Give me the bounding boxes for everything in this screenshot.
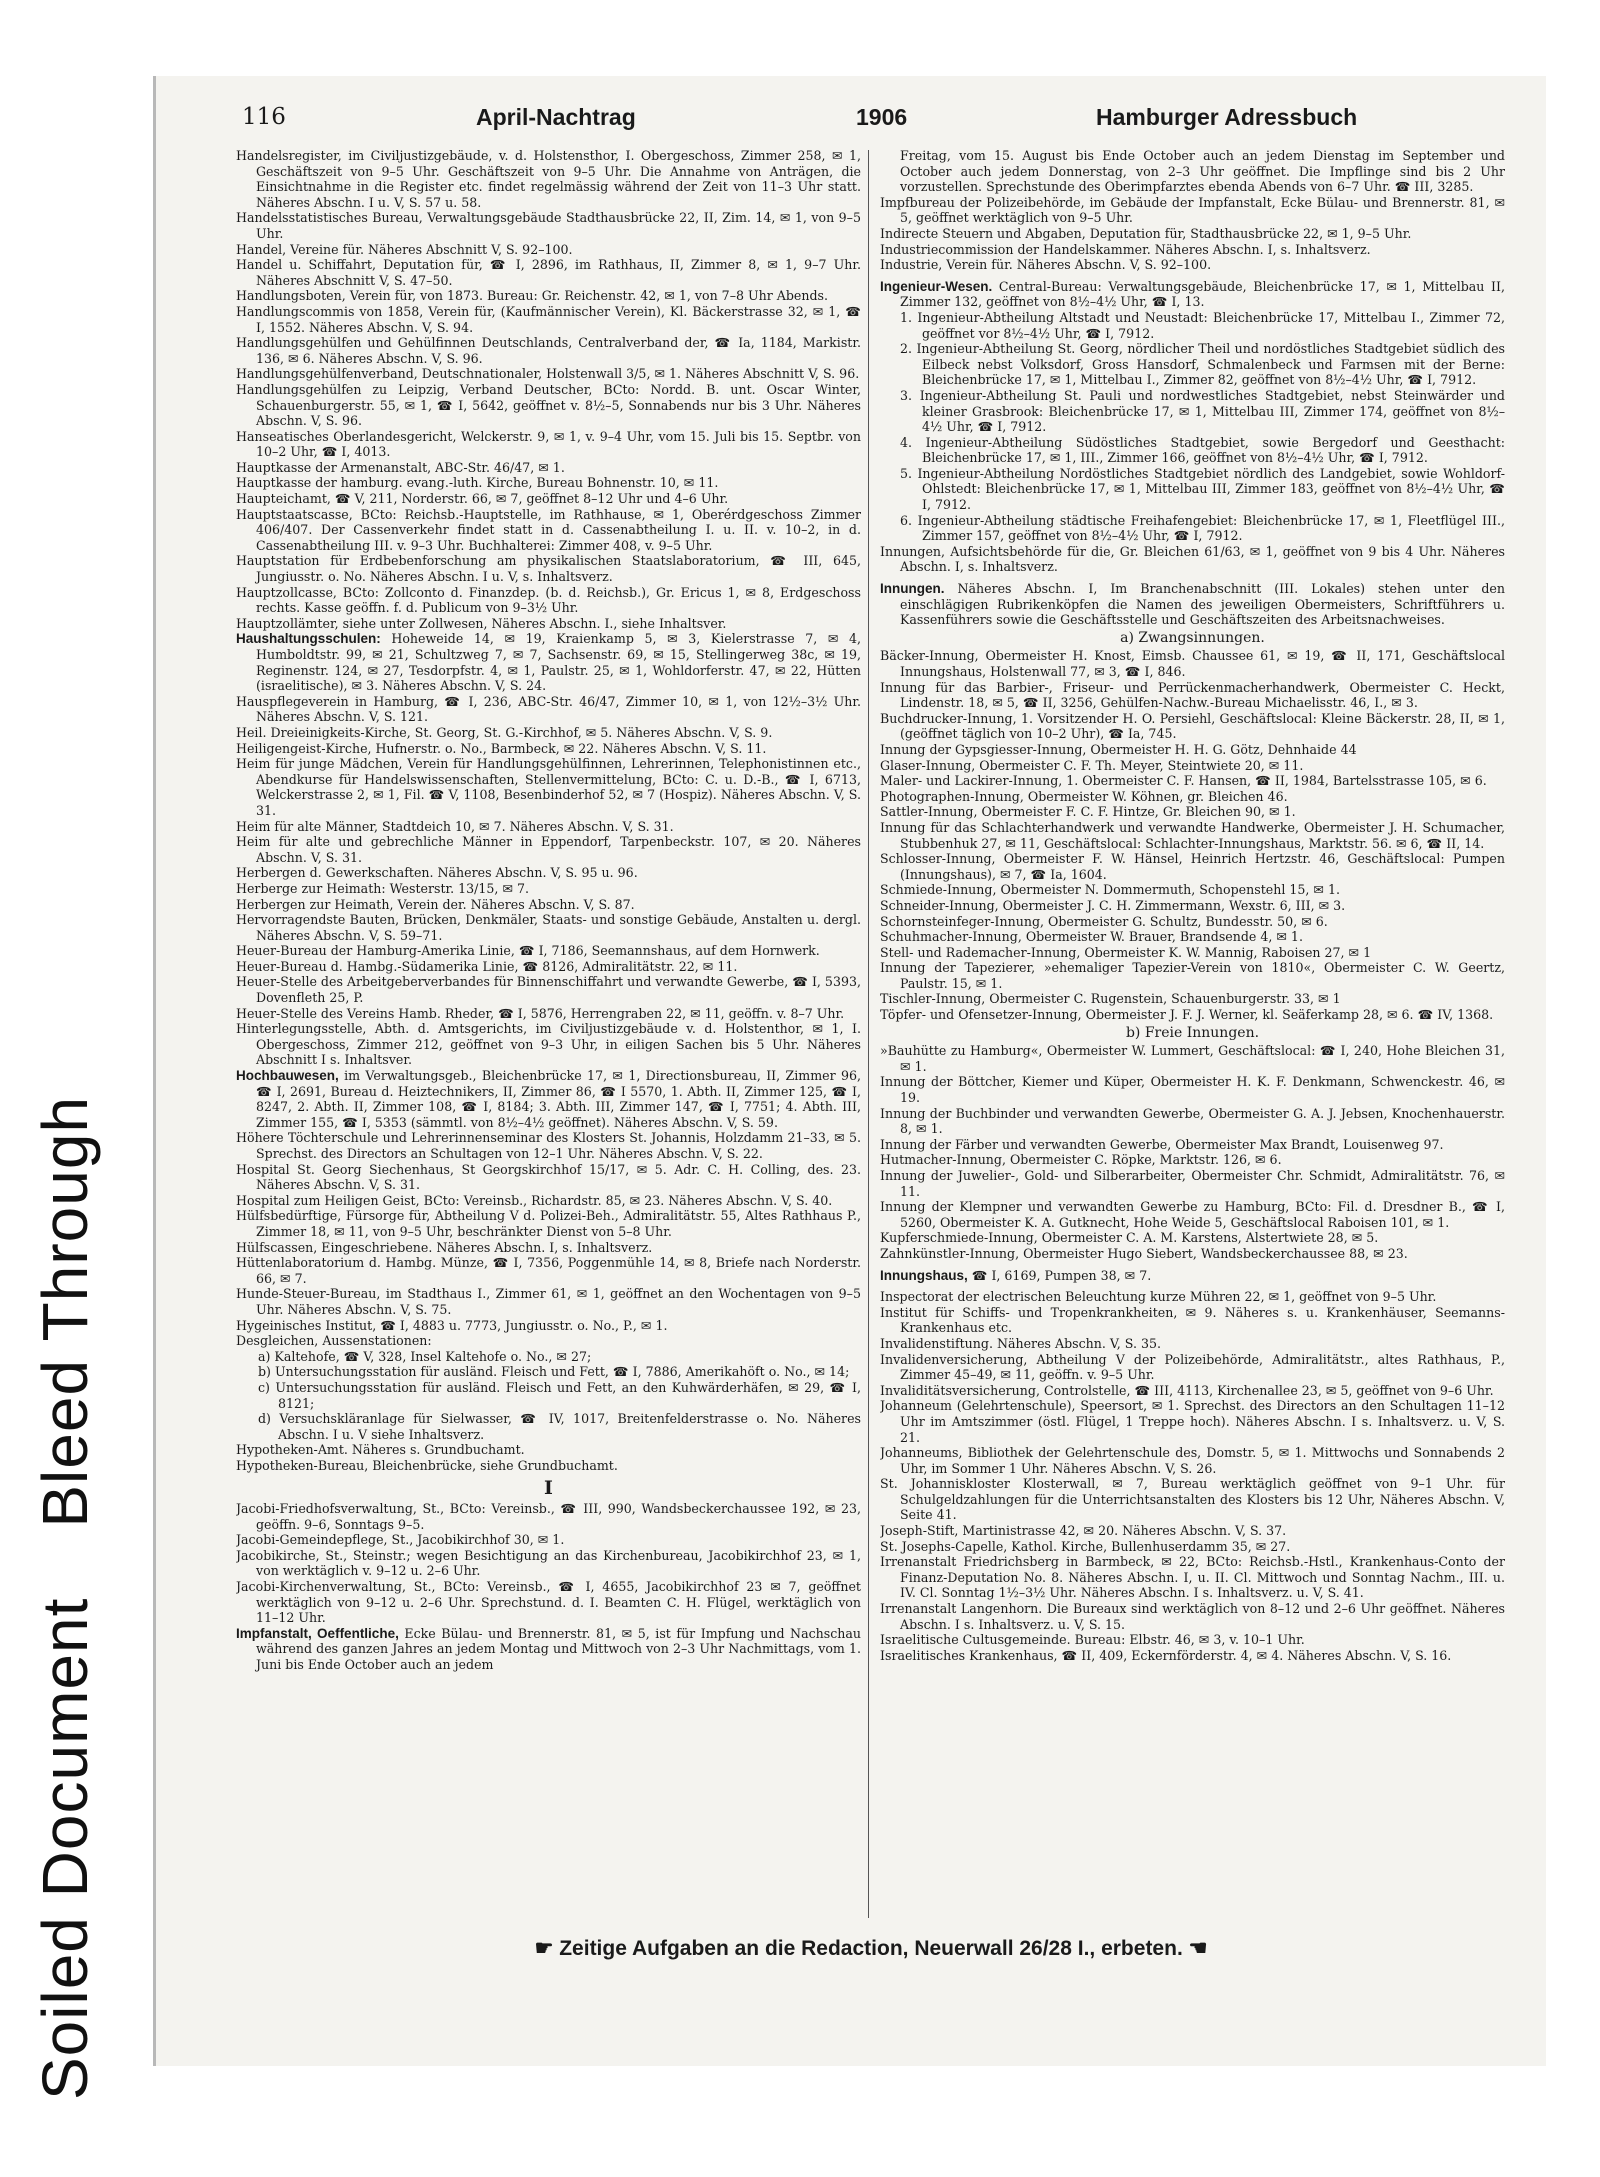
directory-entry [880,711,1505,742]
directory-entry [880,195,1505,226]
entry-text: Innung der Tapezierer, »ehemaliger Tapezier-Verein von 1810«, Obermeister C. W. Geertz, Paulstr. 15, ✉ 1. [880,960,1505,991]
entry-text: Invaliditätsversicherung, Controlstelle, ☎ III, 4113, Kirchenallee 23, ✉ 5, geöffnet von 9–6 Uhr. [880,1382,1494,1398]
directory-entry [236,366,861,382]
directory-entry [236,1318,861,1334]
directory-entry [236,616,861,632]
entry-text: Höhere Töchterschule und Lehrerinnenseminar des Klosters St. Johannis, Holzdamm 21–33, ✉ 5. Sprechst. des Directors an Schultagen von 12–1 Uhr. Näheres Abschn. V, S. 22. [236,1130,861,1161]
entry-text: c) Untersuchungsstation für ausländ. Fleisch und Fett, an den Kuhwärderhäfen, ✉ 29, ☎ I, 8121; [258,1379,861,1411]
directory-entry [880,1601,1505,1632]
directory-entry [236,1458,861,1474]
entry-text: Hypotheken-Bureau, Bleichenbrücke, siehe Grundbuchamt. [236,1457,618,1473]
section-letter: I [544,1477,553,1500]
entry-text: Handlungsboten, Verein für, von 1873. Bureau: Gr. Reichenstr. 42, ✉ 1, von 7–8 Uhr Abends. [236,288,829,304]
directory-entry [880,544,1505,575]
left-column [236,148,861,1918]
entry-text: Herbergen d. Gewerkschaften. Näheres Abschn. V, S. 95 u. 96. [236,865,638,881]
entry-text: Hauptzollämter, siehe unter Zollwesen, Näheres Abschn. I., siehe Inhaltsver. [236,615,727,631]
directory-page [156,76,1546,2066]
entry-text: Hauptkasse der Armenanstalt, ABC-Str. 46/47, ✉ 1. [236,459,565,475]
directory-entry [880,1246,1505,1262]
entry-text: Heuer-Bureau d. Hambg.-Südamerika Linie, ☎ 8126, Admiralitätstr. 22, ✉ 11. [236,958,738,974]
entry-text: Israelitisches Krankenhaus, ☎ II, 409, Eckernförderstr. 4, ✉ 4. Näheres Abschn. V, S. 16. [880,1647,1452,1663]
directory-entry [236,881,861,897]
directory-entry [236,1548,861,1579]
directory-entry [236,819,861,835]
entry-text: Innung der Juwelier-, Gold- und Silberarbeiter, Obermeister Chr. Schmidt, Admiralitätstr. 76, ✉ 11. [880,1168,1505,1199]
directory-entry [236,335,861,366]
entry-text: Innungen, Aufsichtsbehörde für die, Gr. Bleichen 61/63, ✉ 1, geöffnet von 9 bis 4 Uhr. Näheres Abschn. I, s. Inhaltsverz. [880,543,1505,575]
directory-entry [236,304,861,335]
directory-entry [236,974,861,1005]
entry-text: Kupferschmiede-Innung, Obermeister C. A. M. Karstens, Alstertwiete 28, ✉ 5. [880,1230,1379,1246]
entry-text: Hospital St. Georg Siechenhaus, St Georgskirchhof 15/17, ✉ 5. Adr. C. H. Colling, des. 23. Näheres Abschn. V, S. 31. [236,1161,861,1193]
entry-text: Bäcker-Innung, Obermeister H. Knost, Eimsb. Chaussee 61, ✉ 19, ☎ II, 171, Geschäftslocal Innungshaus, Holstenwall 77, ✉ 3, ☎ I, 846. [880,648,1505,679]
entry-text: Handlungsgehülfen und Gehülfinnen Deutschlands, Centralverband der, ☎ Ia, 1184, Markistr. 136, ✉ 6. Näheres Abschn. V, S. 96. [236,335,861,366]
entry-text: Näheres Abschn. I, Im Branchenabschnitt (III. Lokales) stehen unter den einschlägigen Rubrikenköpfen die Namen des jeweiligen Obermeisters, Schriftführers u. Kassenführers sowie die Geschäftsstelle und Geschäftszeiten des Arbeitsnachweises. [900,581,1505,628]
entry-text: Herbergen zur Heimath, Verein der. Näheres Abschn. V, S. 87. [236,896,635,912]
page-number: 116 [242,104,286,130]
entry-text: Tischler-Innung, Obermeister C. Rugenstein, Schauenburgerstr. 33, ✉ 1 [880,991,1341,1007]
directory-entry [880,257,1505,273]
directory-entry [236,756,861,818]
entry-text: Irrenanstalt Friedrichsberg in Barmbeck, ✉ 22, BCto: Reichsb.-Hstl., Krankenhaus-Conto der Finanz-Deputation No. 8. Näheres Abschn. I, u. II. Cl. Mittwoch und Sonntag Nachm., III. u. IV. Cl. Sonntag 1½–3½ Uhr. Näheres Abschn. I s. Inhaltsverz. u. V, S. 41. [880,1554,1505,1601]
directory-entry [236,382,861,429]
entry-text: Innung für das Barbier-, Friseur- und Perrückenmacherhandwerk, Obermeister C. Heckt, Lindenstr. 18, ✉ 5, ☎ II, 3256, Gehülfen-Nachw.-Bureau Michaelisstr. 46, I., ✉ 3. [880,679,1505,711]
directory-entry [880,1336,1505,1352]
directory-entry [880,1199,1505,1230]
directory-entry [236,491,861,507]
entry-text: Innung der Böttcher, Kiemer und Küper, Obermeister H. K. F. Denkmann, Schwenckestr. 46, ✉ 19. [880,1074,1505,1106]
entry-text: a) Kaltehofe, ☎ V, 328, Insel Kaltehofe o. No., ✉ 27; [258,1348,592,1364]
header-year: 1906 [856,104,908,130]
directory-entry [880,1648,1505,1664]
entry-text: Hauptstation für Erdbebenforschung am physikalischen Staatslaboratorium, ☎ III, 645, Jungiusstr. o. No. Näheres Abschn. I u. V, s. Inhaltsverz. [236,553,861,585]
directory-entry [236,1068,861,1130]
directory-entry [880,1074,1505,1105]
directory-entry [236,725,861,741]
entry-text: Impfbureau der Polizeibehörde, im Gebäude der Impfanstalt, Ecke Bülau- und Brennerstr. 81, ✉ 5, geöffnet werktäglich von 9–5 Uhr. [880,194,1505,226]
directory-entry [880,648,1505,679]
directory-entry [236,1286,861,1317]
entry-text: Heuer-Stelle des Vereins Hamb. Rheder, ☎ I, 5876, Herrengraben 22, ✉ 11, geöffn. v. 8–7 Uhr. [236,1005,845,1021]
directory-entry [236,1349,861,1365]
entry-text: Joseph-Stift, Martinistrasse 42, ✉ 20. Näheres Abschn. V, S. 37. [880,1523,1287,1539]
directory-entry [236,553,861,584]
directory-entry [880,1230,1505,1246]
directory-entry [880,148,1505,195]
directory-entry [880,1268,1505,1284]
directory-entry [236,1579,861,1626]
entry-text: Hüttenlaboratorium d. Hambg. Münze, ☎ I, 7356, Poggenmühle 14, ✉ 8, Briefe nach Norderstr. 66, ✉ 7. [236,1255,861,1286]
directory-entry [236,1411,861,1442]
directory-entry [236,631,861,693]
directory-entry [880,1352,1505,1383]
entry-text: »Bauhütte zu Hamburg«, Obermeister W. Lummert, Geschäftslocal: ☎ I, 240, Hohe Bleichen 31, ✉ 1. [880,1043,1505,1074]
entry-text: Schneider-Innung, Obermeister J. C. H. Zimmermann, Wexstr. 6, III, ✉ 3. [880,897,1346,913]
document-condition-stamp [28,1096,102,2100]
entry-text: Töpfer- und Ofensetzer-Innung, Obermeister J. F. J. Werner, kl. Seäferkamp 28, ✉ 6. ☎ IV, 1368. [880,1007,1494,1023]
entry-text: Sattler-Innung, Obermeister F. C. F. Hintze, Gr. Bleichen 90, ✉ 1. [880,804,1296,820]
header-left-title: April-Nachtrag [476,104,636,130]
entry-text: Hauptzollcasse, BCto: Zollconto d. Finanzdep. (b. d. Reichsb.), Gr. Ericus 1, ✉ 8, Erdgeschoss rechts. Kasse geöffn. f. d. Publicum von 9–3½ Uhr. [236,584,861,616]
entry-text: Heim für junge Mädchen, Verein für Handlungsgehülfinnen, Lehrerinnen, Telephonistinnen etc., Abendkurse für Handelswissenschaften, Stellenvermittelung, BCto: C. u. D.-B., ☎ I, 6713, Welckerstrasse 2, ✉ 1, Fil. ☎ V, 1108, Besenbinderhof 52, ✉ 7 (Hospiz). Näheres Abschn. V, S. 31. [236,756,861,818]
entry-text: Handlungscommis von 1858, Verein für, (Kaufmännischer Verein), Kl. Bäckerstrasse 32, ✉ 1, ☎ I, 1552. Näheres Abschn. V, S. 94. [236,303,861,335]
entry-text: Hospital zum Heiligen Geist, BCto: Vereinsb., Richardstr. 85, ✉ 23. Näheres Abschn. V, S. 40. [236,1192,833,1208]
footer-notice: ☛ Zeitige Aufgaben an die Redaction, Neuerwall 26/28 I., erbeten. ☚ [534,1937,1208,1960]
entry-text: Hauspflegeverein in Hamburg, ☎ I, 236, ABC-Str. 46/47, Zimmer 10, ✉ 1, von 12½–3½ Uhr. Näheres Abschn. V, S. 121. [236,693,861,725]
directory-entry [880,914,1505,930]
directory-entry [236,429,861,460]
directory-entry [236,741,861,757]
directory-entry [880,1554,1505,1601]
directory-entry [236,1364,861,1380]
directory-entry [880,435,1505,466]
entry-keyword: Impfanstalt, Oeffentliche, [236,1625,399,1641]
directory-entry [880,1476,1505,1523]
directory-entry [880,1523,1505,1539]
entry-text: Innung der Buchbinder und verwandten Gewerbe, Obermeister G. A. J. Jebsen, Knochenhauerstr. 8, ✉ 1. [880,1105,1505,1137]
directory-entry [236,1380,861,1411]
directory-entry [236,257,861,288]
directory-entry [236,959,861,975]
directory-entry [236,210,861,241]
directory-entry [880,1043,1505,1074]
entry-text: 3. Ingenieur-Abtheilung St. Pauli und nordwestliches Stadtgebiet, nebst Steinwärder und kleiner Grasbrook: Bleichenbrücke 17, ✉ 1, Mittelbau III, Zimmer 174, geöffnet von 8½–4½ Uhr, ☎ I, 7912. [900,387,1505,435]
directory-entry [880,1168,1505,1199]
entry-text: Freitag, vom 15. August bis Ende October auch an jedem Dienstag im September und October auch jedem Donnerstag, von 2–3 Uhr geöffnet. Die Impflinge sind bis 2 Uhr vorzustellen. Sprechstunde des Oberimpfarztes ebenda Abends von 6–7 Uhr. ☎ III, 3285. [900,148,1505,195]
entry-text: 6. Ingenieur-Abtheilung städtische Freihafengebiet: Bleichenbrücke 17, ✉ 1, Fleetflügel III., Zimmer 157, geöffnet von 8½–4½ Uhr, ☎ I, 7912. [900,512,1505,544]
entry-text: Handel u. Schiffahrt, Deputation für, ☎ I, 2896, im Rathhaus, II, Zimmer 8, ✉ 1, 9–7 Uhr. Näheres Abschnitt V, S. 47–50. [236,257,861,288]
directory-entry [880,1398,1505,1445]
directory-entry [236,1255,861,1286]
entry-text: Inspectorat der electrischen Beleuchtung kurze Mühren 22, ✉ 1, geöffnet von 9–5 Uhr. [880,1289,1437,1305]
directory-entry [236,834,861,865]
entry-text: Industriecommission der Handelskammer. Näheres Abschn. I, s. Inhaltsverz. [880,241,1371,257]
directory-entry [880,581,1505,628]
entry-text: Hervorragendste Bauten, Brücken, Denkmäler, Staats- und sonstige Gebäude, Anstalten u. dergl. Näheres Abschn. V, S. 59–71. [236,912,861,943]
entry-text: Heiligengeist-Kirche, Hufnerstr. o. No., Barmbeck, ✉ 22. Näheres Abschn. V, S. 11. [236,740,767,756]
entry-text: Schuhmacher-Innung, Obermeister W. Brauer, Brandsende 4, ✉ 1. [880,929,1303,945]
directory-entry [236,1162,861,1193]
directory-entry [880,242,1505,258]
entry-text: Handlungsgehülfen zu Leipzig, Verband Deutscher, BCto: Nordd. B. unt. Oscar Winter, Schauenburgerstr. 55, ✉ 1, ☎ I, 5642, geöffnet v. 8½–5, Sonnabends nur bis 3 Uhr. Näheres Abschn. V, S. 96. [236,381,861,429]
subsection-heading: a) Zwangsinnungen. [1120,629,1265,646]
entry-text: Hinterlegungsstelle, Abth. d. Amtsgerichts, im Civiljustizgebäude v. d. Holstenthor, ✉ 1, I. Obergeschoss, Zimmer 212, geöffnet von 9–3 Uhr, in eiligen Sachen bis 5 Uhr. Näheres Abschnitt I s. Inhaltsver. [236,1021,861,1068]
directory-entry [880,1106,1505,1137]
entry-text: Hypotheken-Amt. Näheres s. Grundbuchamt. [236,1442,525,1458]
directory-entry [880,742,1505,758]
directory-entry [880,1445,1505,1476]
entry-text: Handlungsgehülfenverband, Deutschnationaler, Holstenwall 3/5, ✉ 1. Näheres Abschnitt V, S. 96. [236,366,860,382]
entry-keyword: Haushaltungsschulen: [236,631,381,647]
entry-text: Hutmacher-Innung, Obermeister C. Röpke, Marktstr. 126, ✉ 6. [880,1152,1282,1168]
entry-text: Jacobi-Friedhofsverwaltung, St., BCto: Vereinsb., ☎ III, 990, Wandsbeckerchaussee 192, ✉ 23, geöffn. 9–6, Sonntags 9–5. [236,1501,861,1532]
entry-text: Heim für alte Männer, Stadtdeich 10, ✉ 7. Näheres Abschn. V, S. 31. [236,818,674,834]
entry-text: 2. Ingenieur-Abtheilung St. Georg, nördlicher Theil und nordöstliches Stadtgebiet südlich des Eilbeck nebst Volksdorf, Gross Hansdorf, Schmalenbeck und Farmsen mit der Berne: Bleichenbrücke 17, ✉ 1, Mittelbau I., Zimmer 82, geöffnet von 8½–4½ Uhr, ☎ I, 7912. [900,341,1505,388]
entry-text: Schlosser-Innung, Obermeister F. W. Hänsel, Heinrich Hertzstr. 46, Geschäftslocal: Pumpen (Innungshaus), ✉ 7, ☎ Ia, 1604. [880,851,1505,882]
stamp-bleed-through: Bleed Through [29,1095,101,1528]
directory-entry [236,507,861,554]
directory-entry [236,694,861,725]
entry-text: Central-Bureau: Verwaltungsgebäude, Bleichenbrücke 17, ✉ 1, Mittelbau II, Zimmer 132, geöffnet von 8½–4½ Uhr, ☎ I, 13. [900,278,1505,310]
entry-text: Heim für alte und gebrechliche Männer in Eppendorf, Tarpenbeckstr. 107, ✉ 20. Näheres Abschn. V, S. 31. [236,834,861,865]
directory-entry [880,929,1505,945]
directory-entry [236,288,861,304]
entry-text: Desgleichen, Aussenstationen: [236,1333,432,1349]
header-right-title: Hamburger Adressbuch [1096,104,1358,130]
entry-text: Hauptkasse der hamburg. evang.-luth. Kirche, Bureau Bohnenstr. 10, ✉ 11. [236,475,719,491]
entry-text: Institut für Schiffs- und Tropenkrankheiten, ✉ 9. Näheres s. u. Krankenhäuser, Seemanns-Krankenhaus etc. [880,1304,1505,1336]
entry-text: Schmiede-Innung, Obermeister N. Dommermuth, Schopenstehl 15, ✉ 1. [880,882,1340,898]
entry-text: Haupteichamt, ☎ V, 211, Norderstr. 66, ✉ 7, geöffnet 8–12 Uhr und 4–6 Uhr. [236,491,729,507]
entry-text: Jacobikirche, St., Steinstr.; wegen Besichtigung an das Kirchenbureau, Jacobikirchhof 23, ✉ 1, von werktäglich v. 9–12 u. 2–6 Uhr. [236,1547,861,1579]
directory-entry [880,1383,1505,1399]
entry-text: Glaser-Innung, Obermeister C. F. Th. Meyer, Steintwiete 20, ✉ 11. [880,757,1304,773]
directory-entry [880,1289,1505,1305]
stamp-soiled-document: Soiled Document [29,1597,101,2100]
entry-keyword: Hochbauwesen, [236,1068,339,1084]
entry-text: Heuer-Stelle des Arbeitgeberverbandes für Binnenschiffahrt und verwandte Gewerbe, ☎ I, 5393, Dovenfleth 25, P. [236,974,861,1006]
entry-text: Stell- und Rademacher-Innung, Obermeister K. W. Mannig, Raboisen 27, ✉ 1 [880,944,1372,960]
directory-entry [236,585,861,616]
entry-text: Innung der Gypsgiesser-Innung, Obermeister H. H. G. Götz, Dehnhaide 44 [880,741,1357,757]
entry-text: Industrie, Verein für. Näheres Abschn. V, S. 92–100. [880,257,1212,273]
entry-keyword: Ingenieur-Wesen. [880,278,993,294]
directory-entry [236,1130,861,1161]
entry-text: Invalidenversicherung, Abtheilung V der Polizeibehörde, Admiralitätstr., altes Rathhaus, P., Zimmer 45–49, ✉ 11, geöffn. v. 9–5 Uhr. [880,1351,1505,1383]
entry-text: Hygeinisches Institut, ☎ I, 4883 u. 7773, Jungiusstr. o. No., P., ✉ 1. [236,1317,668,1333]
directory-entry [880,758,1505,774]
directory-entry [236,1501,861,1532]
directory-entry [880,466,1505,513]
directory-entry [880,898,1505,914]
directory-entry [236,1193,861,1209]
entry-text: Schornsteinfeger-Innung, Obermeister G. Schultz, Bundesstr. 50, ✉ 6. [880,913,1328,929]
directory-entry [880,279,1505,310]
entry-text: 5. Ingenieur-Abtheilung Nordöstliches Stadtgebiet nördlich des Landgebiet, sowie Wohldorf-Ohlstedt: Bleichenbrücke 17, ✉ 1, Mittelbau III, Zimmer 183, geöffnet von 8½–4½ Uhr, ☎ I, 7912. [900,465,1505,513]
entry-text: Hoheweide 14, ✉ 19, Kraienkamp 5, ✉ 3, Kielerstrasse 7, ✉ 4, Humboldtstr. 99, ✉ 21, Schultzweg 7, ✉ 7, Sachsenstr. 69, ✉ 15, Stellingerweg 38c, ✉ 19, Reginenstr. 124, ✉ 27, Tesdorpfstr. 4, ✉ 1, Paulstr. 25, ✉ 1, Wohldorferstr. 47, ✉ 22, Hütten (israelitische), ✉ 3. Näheres Abschn. V, S. 24. [256,631,861,694]
directory-entry [236,865,861,881]
directory-entry [880,388,1505,435]
page-header [156,76,1546,144]
directory-entry [880,789,1505,805]
entry-text: Innung für das Schlachterhandwerk und verwandte Handwerke, Obermeister J. H. Schumacher, Stubbenhuk 27, ✉ 11, Geschäftslocal: Schlachter-Innungshaus, Marktstr. 56. ✉ 6, ☎ II, 14. [880,819,1505,851]
entry-text: Israelitische Cultusgemeinde. Bureau: Elbstr. 46, ✉ 3, v. 10–1 Uhr. [880,1632,1305,1648]
entry-text: Jacobi-Kirchenverwaltung, St., BCto: Vereinsb., ☎ I, 4655, Jacobikirchhof 23 ✉ 7, geöffnet werktäglich von 9–12 u. 2–6 Uhr. Sprechstund. d. I. Beamten C. H. Flügel, werktäglich von 11–12 Uhr. [236,1579,861,1626]
directory-entry [880,820,1505,851]
directory-entry [880,341,1505,388]
right-column [880,148,1505,1918]
entry-text: Hanseatisches Oberlandesgericht, Welckerstr. 9, ✉ 1, v. 9–4 Uhr, vom 15. Juli bis 15. Septbr. von 10–2 Uhr, ☎ I, 4013. [236,428,861,460]
directory-entry [236,912,861,943]
entry-text: Heil. Dreieinigkeits-Kirche, St. Georg, St. G.-Kirchhof, ✉ 5. Näheres Abschn. V, S. 9. [236,724,773,740]
directory-entry [880,1632,1505,1648]
entry-text: Hunde-Steuer-Bureau, im Stadthaus I., Zimmer 61, ✉ 1, geöffnet an den Wochentagen von 9–5 Uhr. Näheres Abschn. V, S. 75. [236,1286,861,1317]
directory-entry [880,1137,1505,1153]
directory-entry [236,1442,861,1458]
column-divider [868,150,869,1918]
entry-text: Johanneums, Bibliothek der Gelehrtenschule des, Domstr. 5, ✉ 1. Mittwochs und Sonnabends 2 Uhr, im Sommer 1 Uhr. Näheres Abschn. V, S. 26. [880,1445,1505,1476]
directory-entry [880,1539,1505,1555]
subsection-heading: b) Freie Innungen. [1125,1024,1260,1041]
directory-entry [236,1021,861,1068]
directory-entry [236,475,861,491]
directory-entry [880,882,1505,898]
directory-entry [880,310,1505,341]
directory-entry [236,1333,861,1349]
entry-text: Hauptstaatscasse, BCto: Reichsb.-Hauptstelle, im Rathhause, ✉ 1, Oberérdgeschoss Zimmer 406/407. Der Cassenverkehr findet statt in d. Cassenabtheilung I. u. II. v. 10–2, in d. Cassenabtheilung III. v. 9–3 Uhr. Buchhalterei: Zimmer 408, v. 9–5 Uhr. [236,506,861,553]
entry-text: Photographen-Innung, Obermeister W. Köhnen, gr. Bleichen 46. [880,788,1288,804]
entry-text: Irrenanstalt Langenhorn. Die Bureaux sind werktäglich von 8–12 und 2–6 Uhr geöffnet. Näheres Abschn. I s. Inhaltsverz. u. V, S. 15. [880,1601,1505,1632]
entry-text: St. Josephs-Capelle, Kathol. Kirche, Bullenhuserdamm 35, ✉ 27. [880,1538,1291,1554]
directory-entry [236,943,861,959]
directory-entry [880,1152,1505,1168]
entry-text: Invalidenstiftung. Näheres Abschn. V, S. 35. [880,1335,1161,1351]
directory-entry [236,242,861,258]
entry-text: ☎ I, 6169, Pumpen 38, ✉ 7. [967,1267,1152,1283]
directory-entry [880,960,1505,991]
entry-text: Innung der Färber und verwandten Gewerbe, Obermeister Max Brandt, Louisenweg 97. [880,1136,1444,1152]
entry-text: Johanneum (Gelehrtenschule), Speersort, ✉ 1. Sprechst. des Directors an den Schultagen 11–12 Uhr im Amtszimmer (östl. Flügel, 1 Treppe hoch). Näheres Abschn. I s. Inhaltsverz. u. V, S. 21. [880,1398,1505,1445]
directory-entry [880,1305,1505,1336]
directory-entry [880,773,1505,789]
entry-text: Handelsstatistisches Bureau, Verwaltungsgebäude Stadthausbrücke 22, II, Zim. 14, ✉ 1, von 9–5 Uhr. [236,210,861,241]
entry-text: St. Johanniskloster Klosterwall, ✉ 7, Bureau werktäglich geöffnet von 9–1 Uhr. für Schulgeldzahlungen für die Unterrichtsanstalten des Klosters bis 12 Uhr, Näheres Abschn. V, Seite 41. [880,1476,1505,1523]
directory-entry [236,1006,861,1022]
entry-text: Hülfscassen, Eingeschriebene. Näheres Abschn. I, s. Inhaltsverz. [236,1239,653,1255]
entry-text: Heuer-Bureau der Hamburg-Amerika Linie, ☎ I, 7186, Seemannshaus, auf dem Hornwerk. [236,943,820,959]
directory-entry [880,851,1505,882]
entry-text: Jacobi-Gemeindepflege, St., Jacobikirchhof 30, ✉ 1. [236,1532,565,1548]
directory-entry [880,226,1505,242]
directory-entry [236,460,861,476]
entry-text: Herberge zur Heimath: Westerstr. 13/15, ✉ 7. [236,880,530,896]
entry-text: Ecke Bülau- und Brennerstr. 81, ✉ 5, ist für Impfung und Nachschau während des ganzen Jahres an jedem Montag und Mittwoch von 2–3 Uhr Nachmittags, vom 1. Juni bis Ende October auch an jedem [256,1625,861,1672]
entry-text: 1. Ingenieur-Abtheilung Altstadt und Neustadt: Bleichenbrücke 17, Mittelbau I., Zimmer 72, geöffnet vor 8½–4½ Uhr, ☎ I, 7912. [900,309,1505,341]
entry-text: 4. Ingenieur-Abtheilung Südöstliches Stadtgebiet, sowie Bergedorf und Geesthacht: Bleichenbrücke 17, ✉ 1, III., Zimmer 166, geöffnet von 8½–4½ Uhr, ☎ I, 7912. [900,434,1505,466]
entry-text: Buchdrucker-Innung, 1. Vorsitzender H. O. Persiehl, Geschäftslocal: Kleine Bäckerstr. 28, II, ✉ 1, (geöffnet täglich von 10–2 Uhr), ☎ Ia, 745. [880,710,1505,742]
entry-text: Indirecte Steuern und Abgaben, Deputation für, Stadthausbrücke 22, ✉ 1, 9–5 Uhr. [880,225,1412,241]
entry-keyword: Innungen. [880,581,945,597]
directory-entry [880,804,1505,820]
directory-entry [236,897,861,913]
directory-entry [880,945,1505,961]
entry-text: d) Versuchskläranlage für Sielwasser, ☎ IV, 1017, Breitenfelderstrasse o. No. Näheres Abschn. I u. V siehe Inhaltsverz. [258,1411,861,1442]
directory-entry [880,991,1505,1007]
entry-text: Handelsregister, im Civiljustizgebäude, v. d. Holstensthor, I. Obergeschoss, Zimmer 258, ✉ 1, Geschäftszeit von 9–5 Uhr. Geschäftszeit von 9–5 Uhr. Die Annahme von Anträgen, die Einsichtnahme in die Register etc. findet regelmässig während der Zeit von 11–3 Uhr statt. Näheres Abschn. I u. V, S. 57 u. 58. [236,148,861,210]
directory-entry [236,1240,861,1256]
entry-text: Hülfsbedürftige, Fürsorge für, Abtheilung V d. Polizei-Beh., Admiralitätstr. 55, Altes Rathhaus P., Zimmer 18, ✉ 11, von 9–5 Uhr, beschränkter Dienst von 5–8 Uhr. [236,1208,861,1239]
directory-entry [880,1007,1505,1023]
entry-text: b) Untersuchungsstation für ausländ. Fleisch und Fett, ☎ I, 7886, Amerikahöft o. No., ✉ 14; [258,1364,850,1380]
directory-entry [236,148,861,210]
directory-entry [236,1626,861,1673]
entry-text: Maler- und Lackirer-Innung, 1. Obermeister C. F. Hansen, ☎ II, 1984, Bartelsstrasse 105, ✉ 6. [880,773,1487,789]
directory-entry [880,680,1505,711]
entry-text: Zahnkünstler-Innung, Obermeister Hugo Siebert, Wandsbeckerchaussee 88, ✉ 23. [880,1245,1408,1261]
entry-text: Innung der Klempner und verwandten Gewerbe zu Hamburg, BCto: Fil. d. Dresdner B., ☎ I, 5260, Obermeister K. A. Gutknecht, Hohe Weide 5, Geschäftslocal Raboisen 101, ✉ 1. [880,1199,1505,1230]
entry-keyword: Innungshaus, [880,1267,968,1283]
directory-entry [236,1532,861,1548]
directory-entry [236,1208,861,1239]
entry-text: im Verwaltungsgeb., Bleichenbrücke 17, ✉ 1, Directionsbureau, II, Zimmer 96, ☎ I, 2691, Bureau d. Heiztechnikers, II, Zimmer 86, ☎ I 5570, 1. Abth. II, Zimmer 125, ☎ I, 8247, 2. Abth. II, Zimmer 108, ☎ I, 8184; 3. Abth. III, Zimmer 147, ☎ I, 7751; 4. Abth. III, Zimmer 155, ☎ I, 5353 (sämmtl. von 8½–4½ geöffnet). Näheres Abschn. V, S. 59. [256,1068,861,1130]
entry-text: Handel, Vereine für. Näheres Abschnitt V, S. 92–100. [236,241,573,257]
directory-entry [880,513,1505,544]
